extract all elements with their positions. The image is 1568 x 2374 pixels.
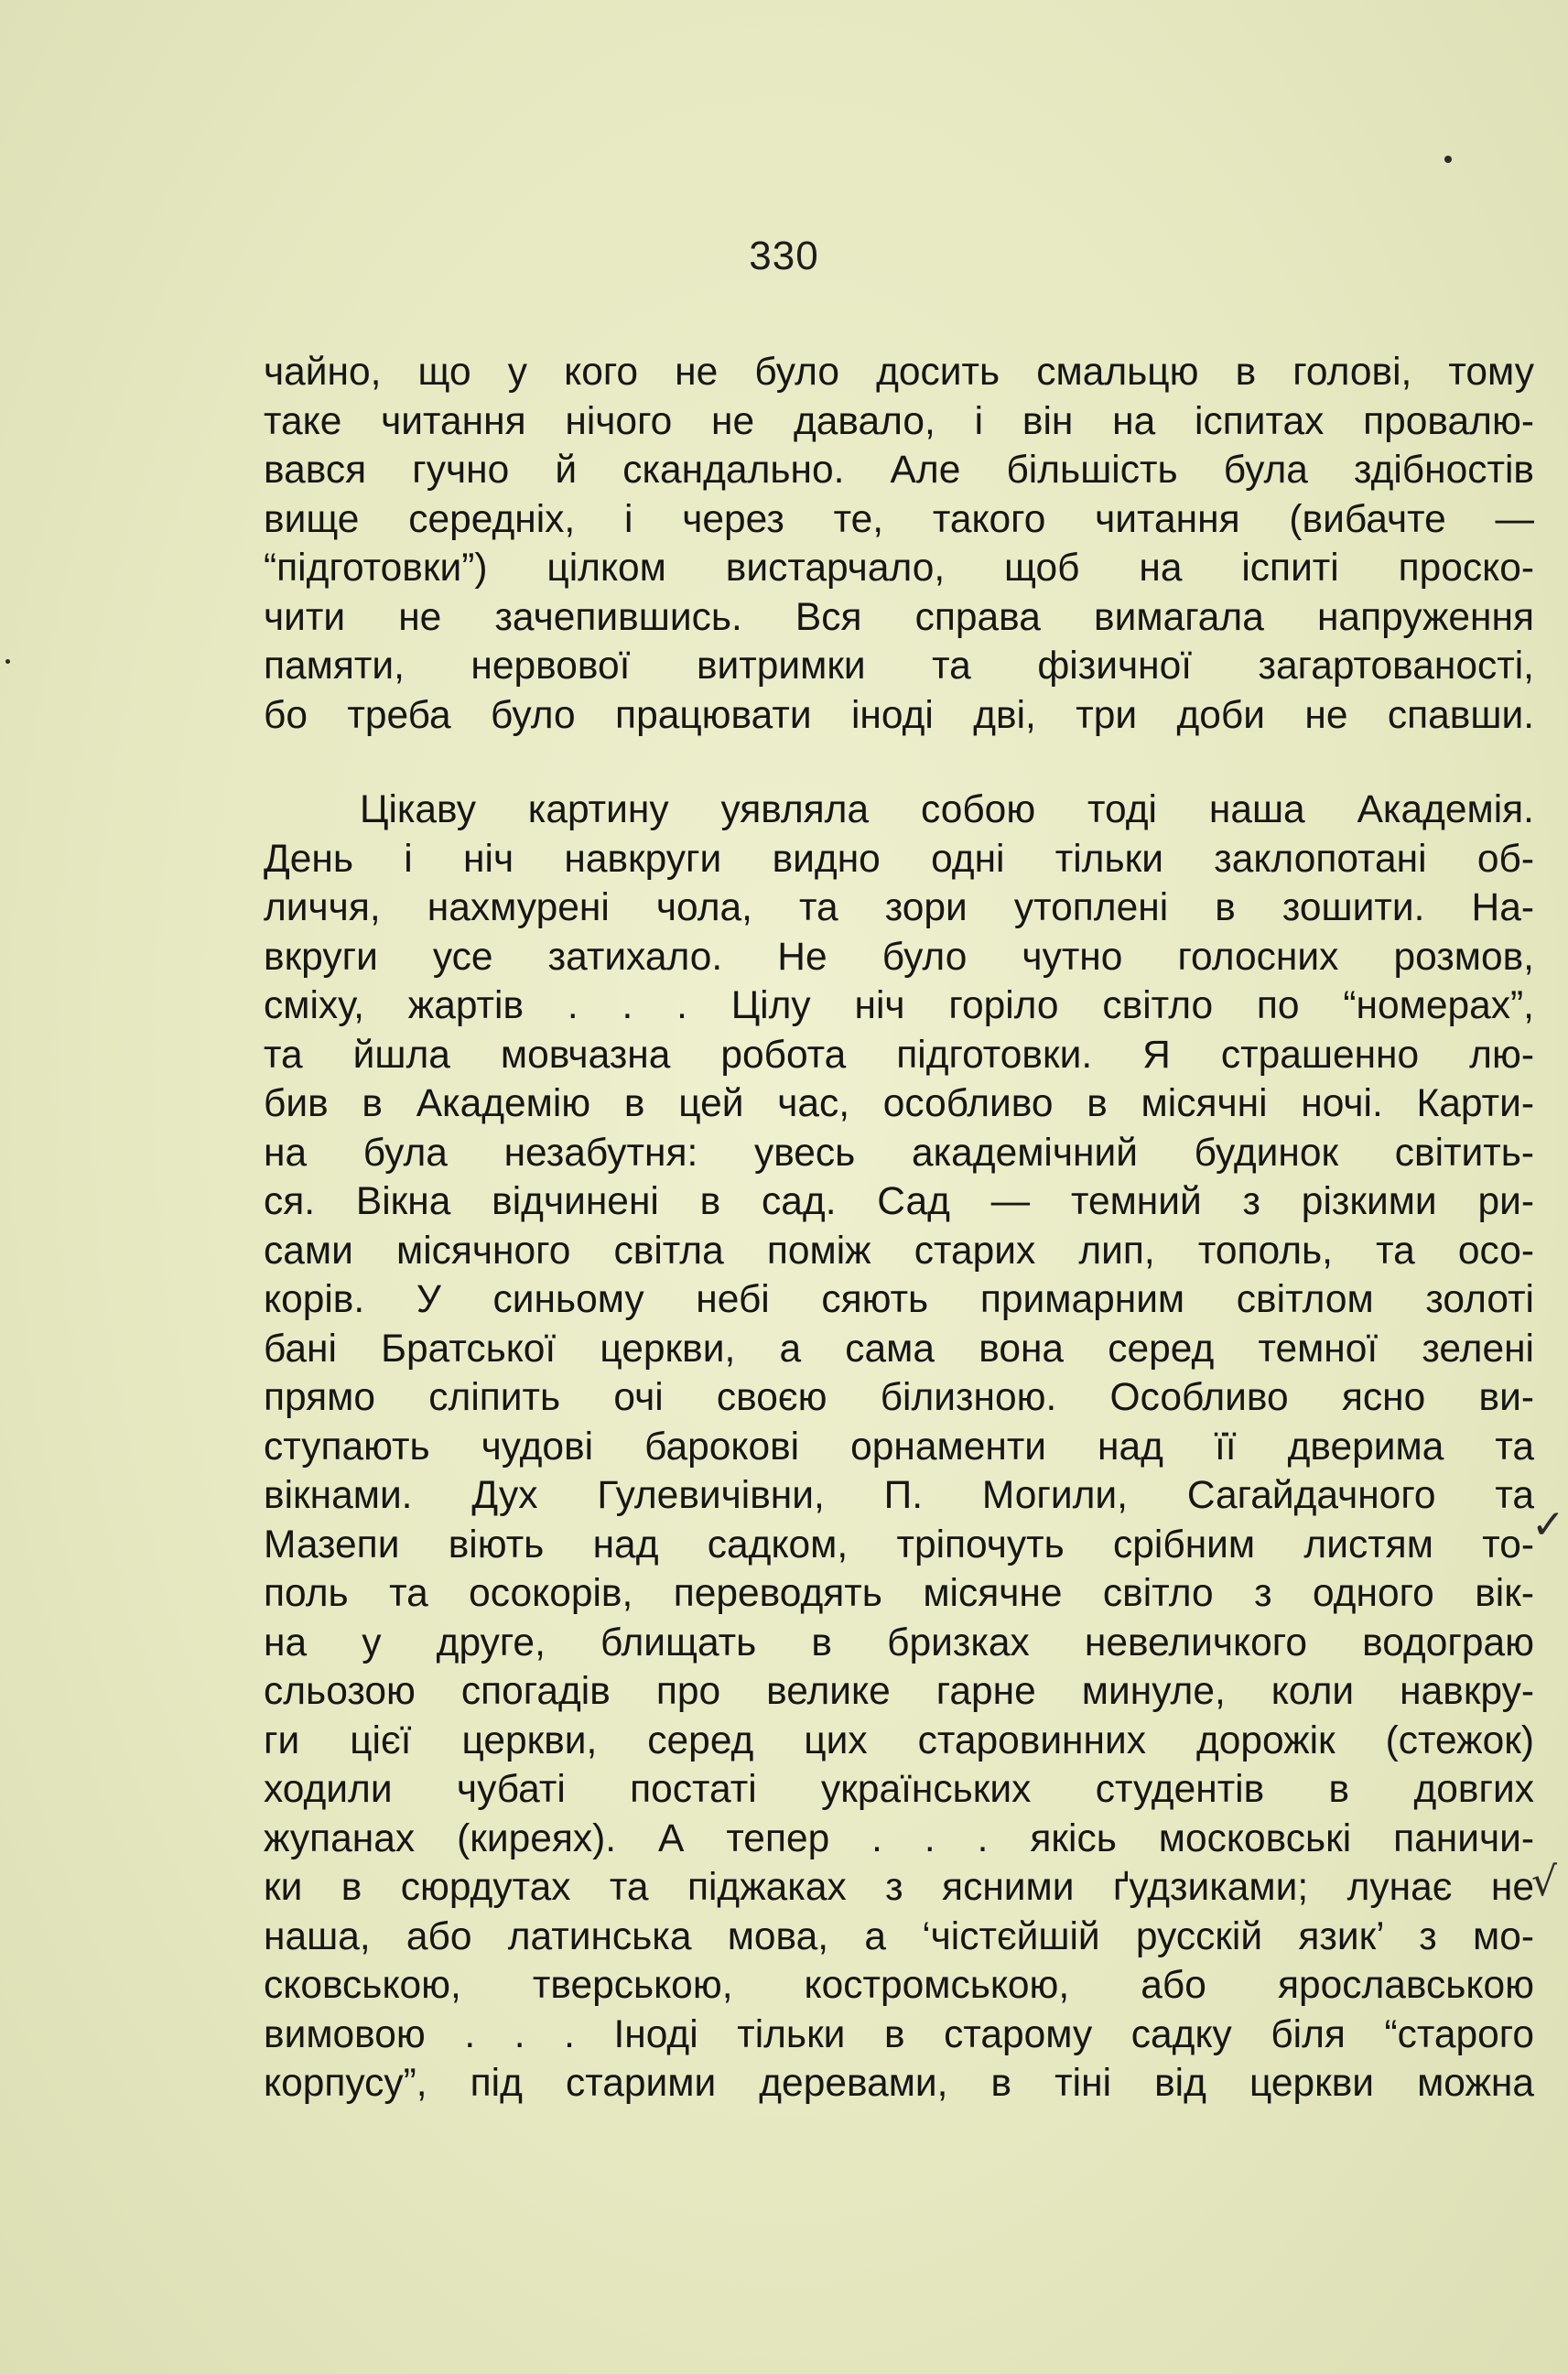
text-line: памяти, нервової витримки та фізичної загартованості, — [264, 645, 1534, 688]
text-line: личчя, нахмурені чола, та зори утоплені в зошити. На- — [264, 886, 1534, 929]
text-line: ки в сюрдутах та піджаках з ясними ґудзиками; лунає не — [264, 1866, 1534, 1909]
text-line: сами місячного світла поміж старих лип, тополь, та осо- — [264, 1229, 1534, 1273]
margin-check-mark: √ — [1531, 1859, 1558, 1905]
text-line: вище середніх, і через те, такого читання (вибачте — — [264, 497, 1534, 541]
text-line: ги цієї церкви, серед цих старовинних дорожік (стежок) — [264, 1718, 1534, 1762]
text-line: на у друге, блищать в бризках невеличкого водограю — [264, 1621, 1534, 1664]
text-line: сльозою спогадів про велике гарне минуле, коли навкру- — [264, 1670, 1534, 1713]
text-line: та йшла мовчазна робота підготовки. Я страшенно лю- — [264, 1033, 1534, 1077]
text-line: ступають чудові барокові орнаменти над її дверима та — [264, 1425, 1534, 1469]
speck-top-right — [1444, 156, 1452, 163]
speck-left-margin — [5, 659, 10, 664]
text-line: Мазепи віють над садком, тріпочуть срібним листям то- — [264, 1523, 1534, 1566]
paragraph-2 — [264, 786, 1534, 2108]
text-line: на була незабутня: увесь академічний будинок світить- — [264, 1131, 1534, 1175]
text-line: бо треба було працювати іноді дві, три доби не спавши. — [264, 693, 1534, 737]
text-line: наша, або латинська мова, а ‘чістєйшій русскій язик’ з мо- — [264, 1914, 1534, 1958]
margin-check-mark: ✓ — [1531, 1501, 1565, 1548]
text-line: сміху, жартів . . . Цілу ніч горіло світло по “номерах”, — [264, 984, 1534, 1027]
text-line: корів. У синьому небі сяють примарним світлом золоті — [264, 1278, 1534, 1321]
text-line: чайно, що у кого не було досить смальцю в голові, тому — [264, 351, 1534, 394]
text-line: прямо сліпить очі своєю білизною. Особливо ясно ви- — [264, 1376, 1534, 1419]
paragraph-1 — [264, 348, 1534, 740]
text-line: вікнами. Дух Гулевичівни, П. Могили, Сагайдачного та — [264, 1474, 1534, 1517]
text-line: бані Братської церкви, а сама вона серед темної зелені — [264, 1327, 1534, 1371]
text-line: бив в Академію в цей час, особливо в місячні ночі. Карти- — [264, 1082, 1534, 1125]
page-number: 330 — [749, 233, 819, 278]
text-line: сковською, тверською, костромською, або ярославською — [264, 1964, 1534, 2007]
text-line: корпусу”, під старими деревами, в тіні від церкви можна — [264, 2062, 1534, 2105]
text-line: поль та осокорів, переводять місячне світло з одного вік- — [264, 1572, 1534, 1615]
text-line: ходили чубаті постаті українських студентів в довгих — [264, 1768, 1534, 1811]
text-line: “підготовки”) цілком вистарчало, щоб на іспиті проско- — [264, 547, 1534, 590]
text-line: Цікаву картину уявляла собою тоді наша Академія. — [360, 788, 1534, 831]
text-line: вався гучно й скандально. Але більшість була здібностів — [264, 449, 1534, 492]
text-line: жупанах (киреях). А тепер . . . якісь московські паничи- — [264, 1816, 1534, 1860]
text-line: День і ніч навкруги видно одні тільки заклопотані об- — [264, 837, 1534, 881]
text-line: ся. Вікна відчинені в сад. Сад — темний з різкими ри- — [264, 1180, 1534, 1223]
text-line: вимовою . . . Іноді тільки в старому садку біля “старого — [264, 2012, 1534, 2056]
text-line: таке читання нічого не давало, і він на іспитах провалю- — [264, 399, 1534, 443]
text-line: чити не зачепившись. Вся справа вимагала напруження — [264, 595, 1534, 639]
text-line: вкруги усе затихало. Не було чутно голосних розмов, — [264, 935, 1534, 979]
